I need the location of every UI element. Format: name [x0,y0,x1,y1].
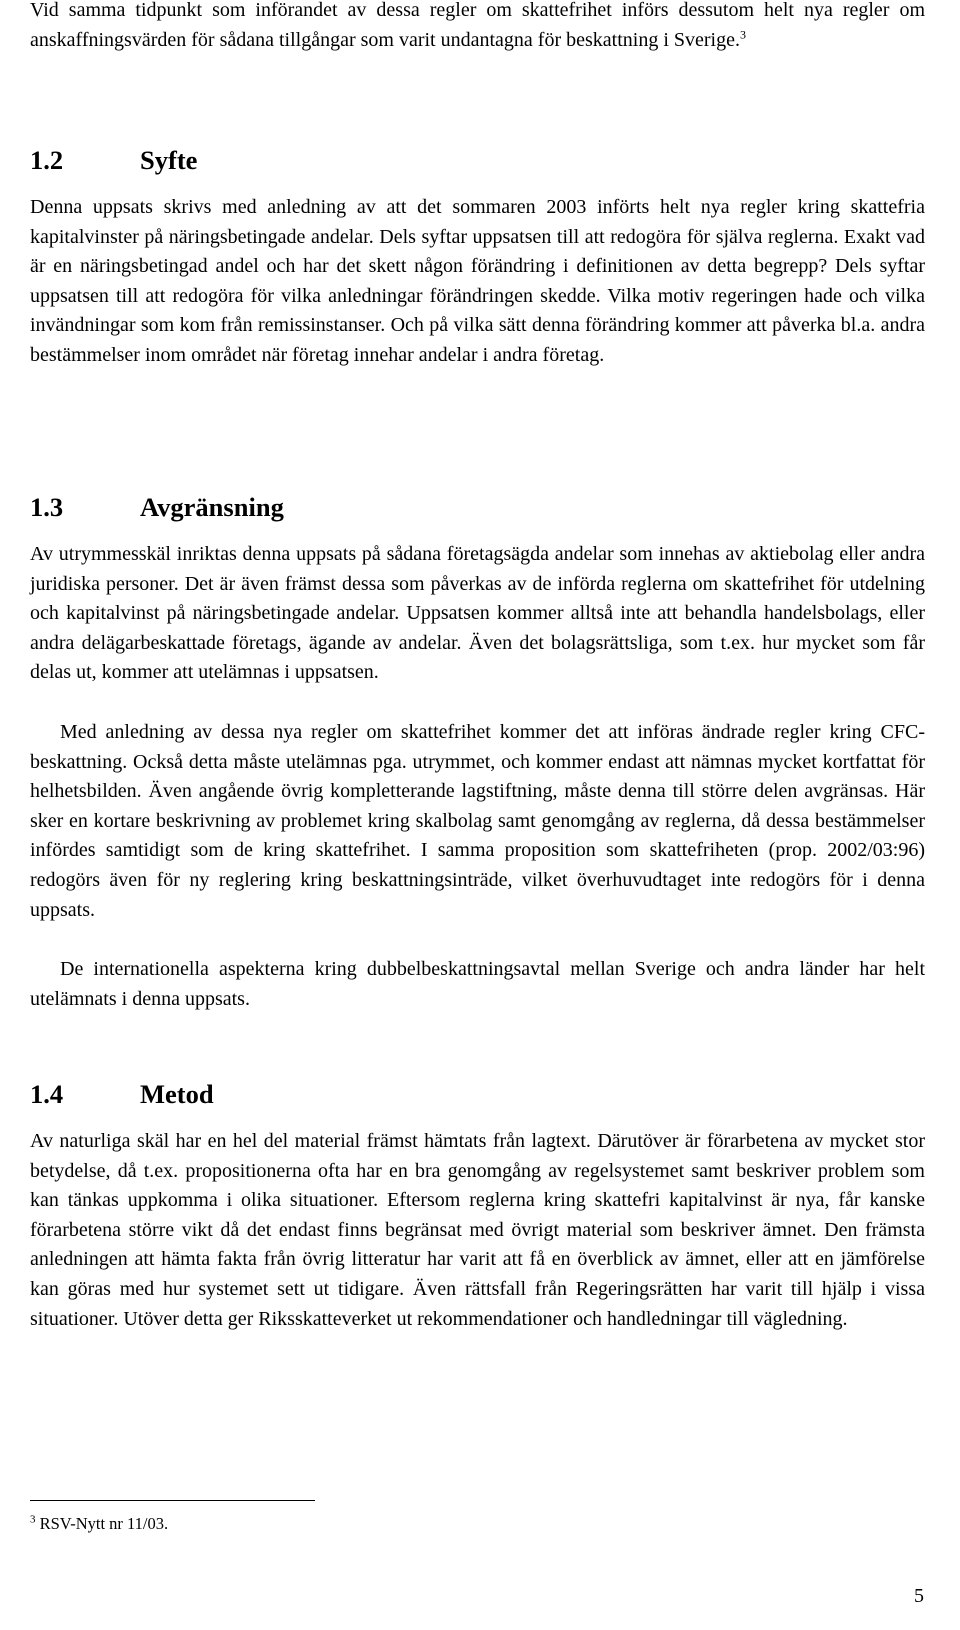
intro-text: Vid samma tidpunkt som införandet av dessa regler om skattefrihet införs dessutom helt nya regler om anskaffningsvärden för sådana tillgångar som varit undantagna för beskattning i Sverige. [30,0,925,51]
avgransning-paragraph-1: Av utrymmesskäl inriktas denna uppsats på sådana företagsägda andelar som innehas av aktiebolag eller andra juridiska personer. Det är även främst dessa som påverkas av de införda reglerna om skattefrihet för utdelning och kapitalvinst på näringsbetingade andelar. Uppsatsen kommer alltså inte att behandla handelsbolags, eller andra delägarbeskattade företags, ägande av andelar. Även det bolagsrättsliga, som t.ex. hur mycket som får delas ut, kommer att utelämnas i uppsatsen. [30,543,925,684]
page-number: 5 [914,1585,924,1607]
section-number: 1.4 [30,1079,64,1109]
section-title: Syfte [140,145,198,175]
section-heading-metod [30,1077,925,1111]
metod-paragraph: Av naturliga skäl har en hel del material främst hämtats från lagtext. Därutöver är förarbetena av mycket stor betydelse, då t.ex. propositionerna ofta har en bra genomgång av regelsystemet samt beskriver problem som kan tänkas uppkomma i olika situationer. Eftersom reglerna kring skattefri kapitalvinst är nya, får kanske förarbetena större vikt då det endast finns begränsat med övrigt material som beskriver ämnet. Den främsta anledningen att hämta fakta från övrig litteratur har varit att få en överblick av ämnet, eller att en jämförelse kan göras med hur systemet sett ut tidigare. Även rättsfall från Regeringsrätten har varit till hjälp i vissa situationer. Utöver detta ger Riksskatteverket ut rekommendationer och handledningar till vägledning. [30,1130,925,1330]
section-number: 1.2 [30,145,64,175]
footnote [30,1514,168,1534]
section-heading-avgransning [30,490,925,524]
avgransning-paragraph-2: Med anledning av dessa nya regler om skattefrihet kommer det att införas ändrade regler kring CFC-beskattning. Också detta måste utelämnas pga. utrymmet, och kommer endast att nämnas mycket kortfattat för helhetsbilden. Även angående övrig kompletterande lagstiftning, måste denna till större delen avgränsas. Här sker en kortare beskrivning av problemet kring skalbolag samt genomgång av reglerna, då dessa bestämmelser infördes samtidigt som de kring skattefrihet. I samma proposition som skattefriheten (prop. 2002/03:96) redogörs även för ny reglering kring beskattningsinträde, vilket överhuvudtaget inte redogörs för i denna uppsats. [30,721,925,921]
footnote-reference: 3 [739,26,746,41]
syfte-paragraph: Denna uppsats skrivs med anledning av att det sommaren 2003 införts helt nya regler kring skattefria kapitalvinster på näringsbetingade andelar. Dels syftar uppsatsen till att redogöra för själva reglerna. Exakt vad är en näringsbetingad andel och har det skett någon förändring i definitionen av detta begrepp? Dels syftar uppsatsen till att redogöra för vilka anledningar förändringen skedde. Vilka motiv regeringen hade och vilka invändningar som kom från remissinstanser. Och på vilka sätt denna förändring kommer att påverka bl.a. andra bestämmelser inom området när företag innehar andelar i andra företag. [30,196,925,366]
section-title: Avgränsning [140,492,284,522]
footnote-marker: 3 [30,1513,36,1526]
intro-paragraph [30,0,925,55]
footnote-divider [30,1500,315,1501]
section-heading-syfte [30,143,925,177]
footnote-text: RSV-Nytt nr 11/03. [39,1514,169,1533]
section-number: 1.3 [30,492,64,522]
section-title: Metod [140,1079,214,1109]
avgransning-paragraph-3: De internationella aspekterna kring dubbelbeskattningsavtal mellan Sverige och andra länder har helt utelämnats i denna uppsats. [30,958,925,1010]
